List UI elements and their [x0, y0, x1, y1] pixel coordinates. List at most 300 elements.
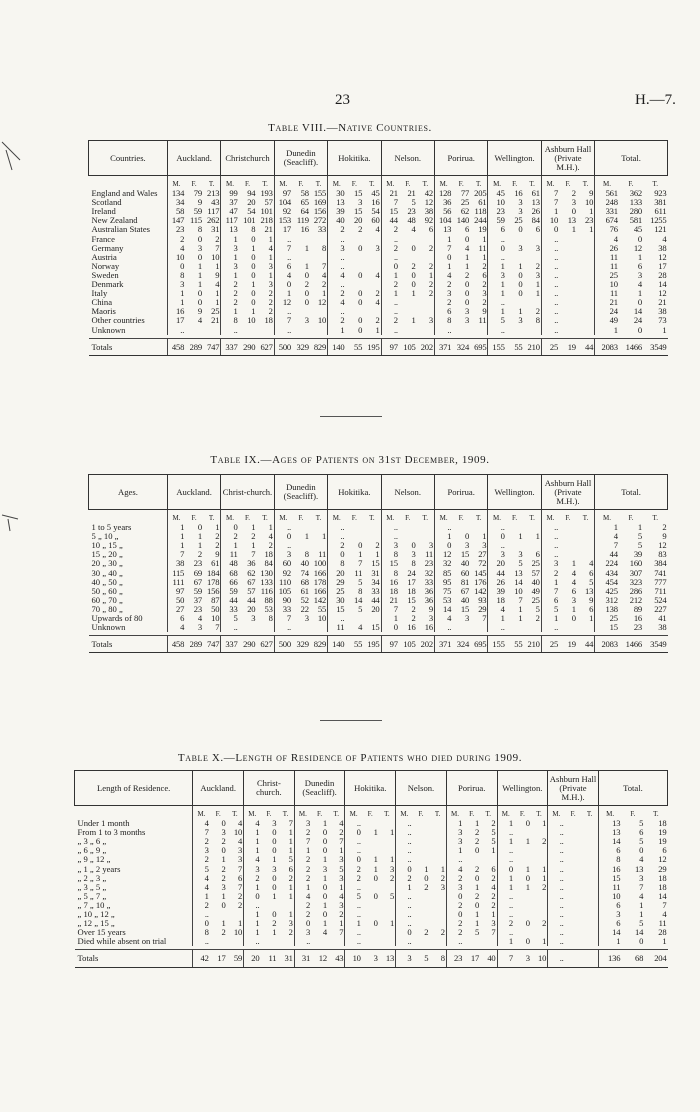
value-cell	[210, 910, 227, 919]
value-cell: 7	[491, 928, 496, 938]
value-cell: 3	[294, 928, 311, 937]
value-cell	[452, 623, 470, 632]
value-cell: ..	[497, 910, 514, 919]
value-cell: 6	[482, 270, 487, 280]
value-cell: 8	[197, 225, 202, 235]
value-cell: 3	[541, 559, 559, 568]
value-cell	[417, 532, 435, 541]
value-cell: 290	[239, 636, 257, 653]
value-cell: 20	[488, 559, 506, 568]
value-cell: 50	[211, 604, 220, 614]
value-cell	[565, 937, 582, 946]
value-cell: 8	[598, 855, 621, 864]
value-cell	[506, 235, 524, 244]
value-cell: 25	[531, 595, 540, 605]
value-cell: ..	[328, 532, 346, 541]
value-cell: 0	[571, 614, 576, 624]
value-cell	[413, 846, 430, 855]
value-cell: 90	[274, 596, 292, 605]
value-cell: 3	[362, 950, 379, 967]
value-cell: 2	[328, 541, 346, 550]
value-cell: 1	[321, 532, 327, 542]
value-cell: 0	[322, 846, 327, 856]
sub-header: M.	[434, 510, 452, 524]
value-cell: 44	[488, 569, 506, 578]
value-cell: 425	[595, 587, 619, 596]
value-cell: 289	[185, 338, 203, 355]
value-cell	[531, 846, 548, 855]
value-cell: 2	[440, 928, 445, 938]
value-cell: 2	[197, 550, 202, 560]
value-cell: 1	[474, 919, 480, 929]
value-cell: 0	[197, 289, 202, 299]
value-cell	[565, 874, 582, 883]
value-cell	[581, 837, 598, 846]
value-cell: 2	[288, 928, 293, 938]
value-cell: 0	[541, 225, 559, 234]
value-cell: 67	[460, 586, 470, 596]
value-cell: 227	[654, 604, 667, 614]
value-cell: 2	[268, 298, 273, 308]
value-cell: 4	[294, 892, 311, 901]
value-cell: 1	[542, 873, 547, 883]
table-row	[89, 316, 668, 325]
value-cell	[345, 280, 363, 289]
sub-header: M.	[548, 806, 565, 820]
value-cell: 8	[358, 586, 363, 596]
value-cell: ..	[497, 901, 514, 910]
value-cell: 12	[317, 298, 327, 308]
value-cell: 16	[407, 623, 416, 633]
value-cell: 33	[424, 577, 433, 587]
value-cell	[379, 901, 396, 910]
value-cell	[581, 950, 598, 967]
value-cell: 166	[313, 586, 327, 596]
value-cell: 7	[381, 605, 399, 614]
value-cell: 11	[354, 568, 363, 578]
value-cell: 2	[345, 874, 362, 883]
value-cell: 1	[491, 910, 496, 920]
value-cell: ..	[488, 298, 506, 307]
table-row	[89, 253, 668, 262]
value-cell: 4	[662, 910, 667, 920]
value-cell: 1	[662, 937, 667, 947]
value-cell	[429, 910, 446, 919]
value-cell	[345, 614, 363, 623]
value-cell: 16	[424, 623, 433, 633]
value-cell: 1	[518, 307, 523, 317]
value-cell: 178	[313, 577, 327, 587]
value-cell: 193	[260, 189, 273, 199]
margin-mark	[0, 505, 22, 545]
value-cell: 0	[294, 919, 311, 928]
value-cell	[292, 307, 310, 316]
sub-header: F.	[458, 514, 464, 522]
margin-mark	[0, 140, 22, 180]
value-cell: 0	[373, 873, 378, 883]
value-cell: 5	[637, 541, 643, 551]
value-cell: ..	[345, 928, 362, 937]
value-cell: 6	[535, 550, 540, 560]
value-cell: 3	[446, 828, 463, 837]
table-row	[75, 855, 668, 864]
value-cell	[399, 326, 417, 335]
value-cell: ..	[548, 828, 565, 837]
value-cell: 2083	[595, 636, 619, 653]
sub-header: T.	[536, 810, 542, 818]
value-cell: 45	[488, 189, 506, 198]
value-cell: 15	[354, 207, 363, 217]
value-cell: 1	[197, 541, 202, 551]
table-row	[89, 198, 668, 207]
value-cell: 0	[251, 234, 256, 244]
value-cell: 12	[311, 950, 328, 967]
value-cell	[577, 253, 595, 262]
value-cell: 7	[193, 828, 210, 837]
value-cell: 23	[446, 950, 463, 967]
value-cell	[559, 550, 577, 559]
value-cell: 29	[478, 604, 487, 614]
value-cell: 31	[277, 950, 294, 967]
value-cell: 4	[167, 244, 185, 253]
value-cell: 1	[381, 614, 399, 623]
table-row	[89, 289, 668, 298]
value-cell: 3	[381, 541, 399, 550]
value-cell: 3	[518, 243, 523, 253]
value-cell: 1	[497, 819, 514, 828]
column-header: Countries.	[89, 141, 168, 176]
value-cell: 55	[506, 636, 524, 653]
value-cell: 1	[518, 261, 523, 271]
value-cell: 11	[318, 550, 327, 560]
value-cell: 5	[637, 532, 643, 542]
value-cell: 8	[381, 550, 399, 559]
value-cell: 1	[488, 289, 506, 298]
value-cell	[577, 523, 595, 532]
value-cell: 4	[595, 532, 619, 541]
value-cell: 16	[598, 865, 621, 874]
value-cell: 5	[639, 819, 644, 829]
value-cell: 2	[221, 280, 239, 289]
value-cell: 21	[264, 225, 273, 235]
value-cell	[577, 326, 595, 335]
value-cell: 2	[482, 298, 487, 308]
sub-header: F.	[405, 514, 411, 522]
value-cell: 3	[518, 207, 523, 217]
value-cell: 1	[288, 828, 293, 838]
value-cell: 1	[268, 270, 273, 280]
value-cell: 524	[654, 595, 667, 605]
value-cell: 3	[251, 614, 256, 624]
row-label: „ 12 „ 15 „	[77, 919, 115, 929]
value-cell: 14	[434, 605, 452, 614]
value-cell: 4	[268, 243, 273, 253]
sub-header: F.	[570, 810, 576, 818]
value-cell: 1	[339, 846, 344, 856]
value-cell: 2	[542, 837, 547, 847]
value-cell: 14	[658, 280, 667, 290]
group-header: Hokitika.	[328, 141, 381, 176]
value-cell: 1	[482, 252, 487, 262]
value-cell: 104	[434, 216, 452, 225]
sub-header: F.	[418, 810, 424, 818]
value-cell	[559, 307, 577, 316]
row-label: 10 „ 15 „	[91, 541, 123, 551]
value-cell: 101	[260, 207, 273, 217]
value-cell: ..	[541, 541, 559, 550]
sub-header: M.	[598, 806, 621, 820]
value-cell: 1	[637, 289, 643, 299]
value-cell: 1	[390, 919, 395, 929]
value-cell	[345, 307, 363, 316]
value-cell: ..	[345, 910, 362, 919]
value-cell	[310, 541, 328, 550]
value-cell: 1	[294, 846, 311, 855]
value-cell: 3	[639, 873, 644, 883]
value-cell: ..	[274, 523, 292, 532]
value-cell	[417, 253, 435, 262]
value-cell	[559, 253, 577, 262]
value-cell: 1	[272, 891, 277, 901]
value-cell: 23	[167, 225, 185, 234]
sub-header: T.	[582, 180, 589, 188]
value-cell: 7	[339, 928, 344, 938]
table-row	[75, 937, 668, 946]
value-cell: 0	[221, 819, 226, 829]
group-header: Porirua.	[446, 771, 497, 806]
value-cell: 36	[424, 586, 433, 596]
value-cell: 20	[247, 198, 256, 208]
sub-header: M.	[221, 510, 239, 524]
value-cell: 5	[535, 604, 540, 614]
value-cell: 2	[491, 900, 496, 910]
value-cell: 20	[354, 216, 363, 226]
value-cell: 24	[407, 568, 416, 578]
sub-header: F.	[628, 514, 634, 522]
sub-header: F.	[519, 810, 525, 818]
table-row	[89, 280, 668, 289]
value-cell: 7	[541, 198, 559, 207]
value-cell: 2	[446, 901, 463, 910]
value-cell: 11	[425, 550, 433, 560]
sub-header: M.	[488, 510, 506, 524]
value-cell: 136	[598, 950, 621, 967]
value-cell	[524, 235, 542, 244]
sub-header: F.	[630, 810, 636, 818]
value-cell: 37	[193, 595, 202, 605]
row-label: „ 6 „ 9 „	[77, 846, 107, 856]
value-cell: 3	[482, 541, 487, 551]
value-cell: 0	[411, 243, 416, 253]
value-cell: 195	[363, 636, 381, 653]
value-cell: ..	[541, 280, 559, 289]
value-cell: 329	[292, 636, 310, 653]
value-cell: 362	[629, 189, 643, 199]
value-cell: 6	[428, 225, 433, 235]
sub-header: M.	[446, 806, 463, 820]
value-cell: 3	[571, 595, 576, 605]
sub-header: T.	[434, 810, 441, 818]
value-cell: 20	[244, 950, 261, 967]
value-cell: 29	[328, 578, 346, 587]
sub-header: T.	[475, 180, 482, 188]
value-cell: 2	[491, 819, 496, 829]
value-cell: 3	[428, 316, 433, 326]
value-cell: 184	[207, 568, 220, 578]
value-cell: 7	[358, 559, 363, 569]
value-cell: 57	[264, 198, 273, 208]
value-cell: ..	[274, 307, 292, 316]
sub-header: F.	[215, 810, 221, 818]
value-cell: 1	[244, 883, 261, 892]
value-cell: 1	[446, 846, 463, 855]
sub-header: M.	[328, 510, 346, 524]
value-cell: 18	[264, 550, 273, 560]
sub-header: T.	[369, 180, 375, 188]
value-cell: ..	[396, 828, 413, 837]
value-cell	[417, 307, 435, 316]
value-cell	[514, 855, 531, 864]
value-cell: 4	[274, 271, 292, 280]
value-cell: 4	[193, 883, 210, 892]
group-header: Dunedin (Seacliff).	[274, 141, 327, 176]
value-cell: 105	[274, 587, 292, 596]
value-cell: 337	[221, 338, 239, 355]
value-cell: 1	[518, 532, 523, 542]
row-label: Totals	[75, 950, 193, 967]
value-cell: 2	[375, 289, 380, 299]
sub-header: M.	[541, 176, 559, 190]
value-cell: 5	[589, 577, 594, 587]
value-cell: 155	[488, 636, 506, 653]
value-cell: 2	[339, 910, 344, 920]
value-cell: 1	[339, 882, 344, 892]
value-cell: ..	[488, 541, 506, 550]
value-cell: 1	[272, 928, 277, 938]
sub-header: T.	[653, 810, 659, 818]
value-cell: 2	[294, 901, 311, 910]
value-cell: 9	[215, 270, 220, 280]
value-cell: 458	[167, 636, 185, 653]
value-cell: ..	[381, 253, 399, 262]
value-cell: 1	[197, 532, 202, 542]
value-cell: 88	[264, 595, 273, 605]
value-cell: 458	[167, 338, 185, 355]
sub-header: T.	[282, 810, 289, 818]
separator-rule	[320, 720, 382, 721]
sub-header: F.	[317, 810, 323, 818]
value-cell: 5	[491, 828, 496, 838]
value-cell: 12	[658, 541, 667, 551]
value-cell: 2	[328, 225, 346, 234]
value-cell	[559, 523, 577, 532]
sub-header: T.	[422, 180, 429, 188]
value-cell: 18	[658, 819, 667, 829]
table-row	[89, 541, 668, 550]
value-cell: 2	[428, 280, 433, 290]
value-cell: 94	[247, 189, 256, 199]
row-label: Italy	[91, 289, 108, 299]
value-cell: ..	[548, 883, 565, 892]
value-cell	[531, 901, 548, 910]
value-cell	[452, 326, 470, 335]
value-cell: 15	[598, 874, 621, 883]
value-cell: 13	[434, 225, 452, 234]
group-header: Nelson.	[381, 475, 434, 510]
value-cell: ..	[541, 326, 559, 335]
value-cell: 5	[193, 865, 210, 874]
value-cell: 0	[304, 270, 309, 280]
value-cell: 10	[514, 586, 523, 596]
value-cell: 19	[559, 636, 577, 653]
table-row	[89, 605, 668, 614]
row-label: „ 3 „ 6 „	[77, 837, 107, 847]
sub-header: F.	[191, 180, 197, 188]
value-cell: 1	[390, 828, 395, 838]
value-cell: 290	[239, 338, 257, 355]
value-cell: 176	[474, 577, 487, 587]
value-cell: 3	[518, 198, 523, 208]
value-cell	[559, 235, 577, 244]
value-cell: 262	[207, 216, 220, 226]
value-cell	[577, 623, 595, 632]
value-cell: ..	[396, 846, 413, 855]
value-cell: 2	[446, 928, 463, 937]
value-cell: 13	[531, 198, 540, 208]
value-cell: 0	[358, 243, 363, 253]
row-label: „ 9 „ 12 „	[77, 855, 111, 865]
value-cell	[565, 928, 582, 937]
value-cell: 3	[288, 919, 293, 929]
value-cell	[559, 316, 577, 325]
row-label: Died while absent on trial	[77, 937, 167, 947]
value-cell: 0	[637, 234, 643, 244]
value-cell: 2	[381, 244, 399, 253]
value-cell: 77	[460, 189, 470, 199]
value-cell: 2	[221, 837, 226, 847]
value-cell: 1	[381, 271, 399, 280]
table-row	[75, 865, 668, 874]
value-cell: 2083	[595, 338, 619, 355]
value-cell: 2	[482, 261, 487, 271]
value-cell: 44	[595, 550, 619, 559]
value-cell	[531, 892, 548, 901]
sub-header: T.	[384, 810, 390, 818]
value-cell: 0	[322, 910, 327, 920]
value-cell: 0	[251, 261, 256, 271]
value-cell: 8	[381, 569, 399, 578]
value-cell: 156	[207, 586, 220, 596]
value-cell: 15	[460, 604, 470, 614]
value-cell: 3	[446, 883, 463, 892]
value-cell: 0	[525, 873, 530, 883]
value-cell: 4	[589, 559, 594, 569]
value-cell: 93	[478, 595, 487, 605]
value-cell	[413, 910, 430, 919]
value-cell: 0	[639, 846, 644, 856]
value-cell: ..	[345, 937, 362, 946]
value-cell	[379, 837, 396, 846]
value-cell: 0	[464, 289, 470, 299]
value-cell: 7	[274, 316, 292, 325]
value-cell	[292, 623, 310, 632]
sub-header: T.	[529, 514, 535, 522]
value-cell: 195	[363, 338, 381, 355]
value-cell: 26	[531, 207, 540, 217]
value-cell: 3	[464, 307, 470, 317]
value-cell	[463, 937, 480, 946]
group-header: Hokitika.	[328, 475, 381, 510]
